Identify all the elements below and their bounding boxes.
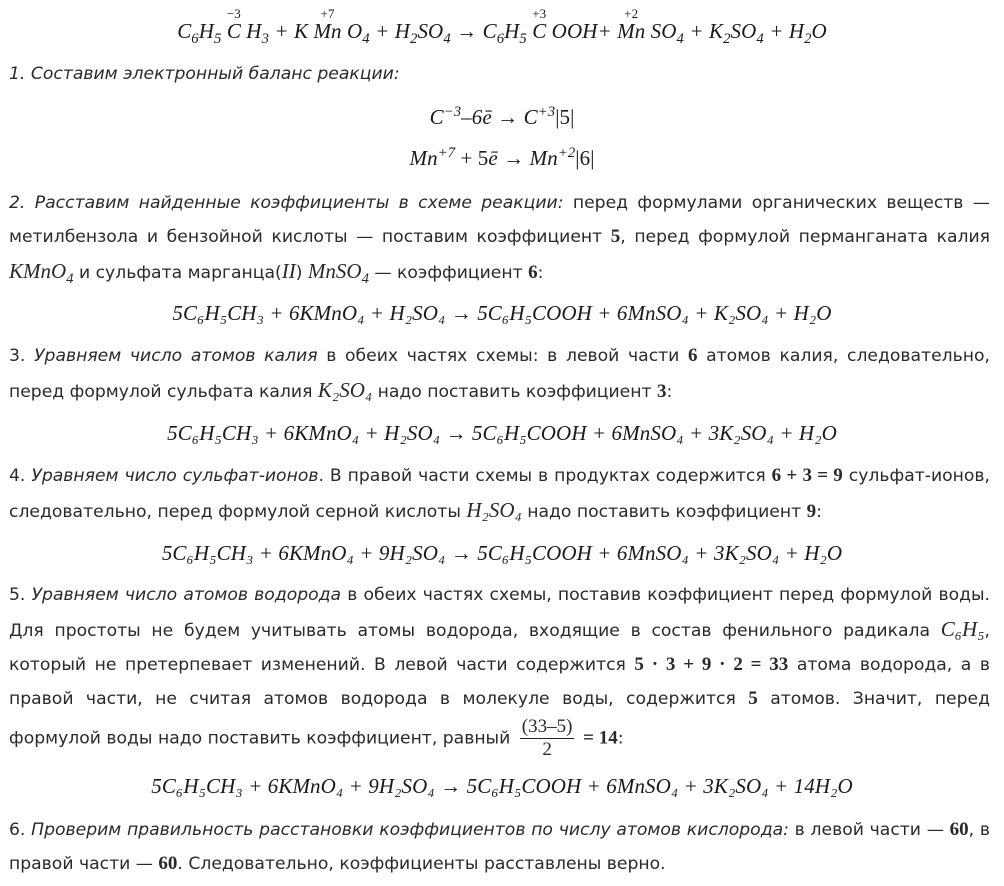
step-text: — коэффициент (368, 263, 529, 283)
step-text: надо поставить коэффициент (372, 382, 657, 402)
step-text: : (816, 502, 822, 522)
step-2-heading: 2. Расставим найденные коэффициенты в схеме реакции: (9, 193, 564, 213)
eq-text: ē (482, 105, 492, 129)
eq-text: –6 (461, 105, 483, 129)
equation-step-3 (0, 416, 1004, 450)
step-3-heading: Уравняем число атомов калия (34, 346, 318, 366)
formula-h2so4: H₂SO₄ (466, 498, 522, 522)
eq-text: + 5 (455, 146, 489, 170)
eq-sup: +3 (537, 104, 556, 120)
step-4 (9, 459, 990, 529)
equation-step-5 (0, 769, 1004, 803)
equation-text: 5C₆H₅CH₃ + 6KMnO₄ + 9H₂SO₄ → 5C₆H₅COOH + 6MnSO₄ + 3K₂SO₄ + H₂O (161, 541, 843, 565)
carbon2-oxidation-state: +3 C (532, 0, 546, 62)
coefficient: 6 (687, 345, 698, 366)
step-text: , перед формулой перманганата калия (620, 227, 990, 247)
fraction-result: = 14 (578, 727, 618, 749)
eq-sub: 4 (676, 31, 684, 48)
formula-sub: 4 (361, 271, 369, 288)
eq-text: OOH+ (546, 19, 618, 43)
main-reaction-equation (0, 0, 1004, 52)
step-text: в левой части — (788, 820, 950, 840)
equation-text: 5C₆H₅CH₃ + 6KMnO₄ + H₂SO₄ → 5C₆H₅COOH + 6MnSO₄ + K₂SO₄ + H₂O (172, 301, 832, 325)
eq-sup: +7 (437, 145, 456, 161)
step-number: 3. (9, 346, 35, 366)
formula-kmno4 (9, 259, 74, 288)
coefficient: 9 (806, 501, 817, 522)
step-text: в обеих частях схемы: в левой части (317, 346, 688, 366)
step-text: ) (295, 263, 308, 283)
roman-numeral: II (281, 259, 296, 283)
step-text: перед формулами органических веществ — метилбензола и бензойной кислоты — поставим коэффициент (9, 193, 990, 247)
manganese-oxidation-state: +7 Mn (313, 0, 341, 62)
carbon-oxidation-state: −3 C (227, 0, 241, 62)
step-2 (9, 186, 990, 290)
ox-label: +7 (320, 6, 335, 21)
sulfate-sum: 6 + 3 = 9 (771, 465, 843, 486)
step-1-text: 1. Составим электронный баланс реакции: (9, 64, 400, 84)
step-text: атомов калия, следовательно, перед формулой сульфата калия (9, 346, 990, 402)
ox-label: +3 (532, 6, 547, 21)
ox-label: −3 (226, 6, 241, 21)
fraction-numerator: (33–5) (521, 716, 573, 737)
manganese2-oxidation-state: +2 Mn (617, 0, 645, 62)
eq-sup: −3 (443, 104, 462, 120)
equation-text: 5C₆H₅CH₃ + 6KMnO₄ + H₂SO₄ → 5C₆H₅COOH + 6MnSO₄ + 3K₂SO₄ + H₂O (167, 421, 837, 445)
step-1 (9, 57, 990, 91)
step-number: 5. (9, 585, 32, 605)
eq-sub: 6 (496, 31, 505, 48)
equation-step-2 (0, 296, 1004, 330)
step-text: : (537, 263, 544, 283)
eq-sub: 4 (443, 31, 451, 48)
step-text: : (666, 382, 673, 402)
eq-sub: 2 (409, 31, 418, 48)
eq-text: O (811, 19, 827, 43)
coefficient: 5 (610, 226, 621, 247)
eq-text: H (198, 19, 215, 43)
oxygen-right: 60 (158, 853, 178, 874)
formula-c6h5: C₆H₅ (940, 617, 985, 641)
step-number: 6. (9, 820, 32, 840)
eq-sub: 6 (191, 31, 199, 48)
step-text: . Следовательно, коэффициенты расставлены верно. (177, 854, 666, 874)
eq-text: C (429, 105, 444, 129)
step-text: : (617, 728, 624, 749)
balance-line-manganese (0, 141, 1004, 175)
eq-text: + H (369, 19, 410, 43)
step-text: сульфат-ионов, следовательно, перед формулой серной кислоты (9, 466, 990, 522)
eq-sub: 4 (756, 31, 764, 48)
coefficient: 6 (528, 262, 538, 283)
eq-sub: 2 (804, 31, 812, 48)
eq-text: ē (488, 146, 498, 170)
coefficient: 3 (656, 381, 667, 402)
step-text: и сульфата марганца( (73, 263, 282, 283)
step-5 (9, 578, 990, 761)
formula-k2so4: K₂SO₄ (317, 378, 373, 402)
eq-text: + H (763, 19, 805, 43)
eq-text: SO (645, 19, 677, 43)
step-4-heading: Уравняем число сульфат-ионов (31, 466, 319, 486)
eq-text: SO (730, 19, 757, 43)
eq-sub: 4 (362, 31, 370, 48)
step-text: надо поставить коэффициент (521, 502, 807, 522)
eq-text: C (177, 19, 192, 43)
oxygen-left: 60 (949, 819, 969, 840)
formula-sub: 4 (66, 271, 74, 288)
eq-text: Mn (409, 146, 438, 170)
eq-text: → Mn (497, 146, 558, 170)
eq-sub: 2 (723, 31, 731, 48)
ox-label: +2 (624, 6, 639, 21)
equation-step-4 (0, 536, 1004, 570)
eq-sub: 3 (261, 31, 270, 48)
formula-text: MnSO (307, 259, 362, 283)
step-6 (9, 813, 990, 881)
eq-text: |6| (575, 146, 595, 170)
step-text: атомов. Значит, перед формулой воды надо поставить коэффициент, равный (9, 689, 991, 749)
formula-text: KMnO (9, 259, 67, 283)
eq-text: |5| (555, 105, 575, 129)
fraction-denominator: 2 (542, 739, 552, 760)
eq-text: → C (491, 105, 538, 129)
eq-sub: 5 (214, 31, 222, 48)
step-text: , который не претерпевает изменений. В левой части содержится (9, 621, 990, 675)
eq-text: + K (683, 19, 724, 43)
step-text: в обеих частях схемы, поставив коэффициент перед формулой воды. Для простоты не будем учитывать атомы водорода, входящие в состав фенильного радикала (9, 585, 991, 641)
step-5-heading: Уравняем число атомов водорода (31, 585, 342, 605)
equation-text: 5C₆H₅CH₃ + 6KMnO₄ + 9H₂SO₄ → 5C₆H₅COOH + 6MnSO₄ + 3K₂SO₄ + 14H₂O (151, 774, 853, 798)
eq-sup: +2 (557, 145, 576, 161)
eq-text: → C (450, 19, 497, 43)
eq-text: H (246, 19, 262, 43)
eq-text: SO (417, 19, 444, 43)
balance-line-carbon (0, 100, 1004, 134)
formula-mnso4 (307, 259, 369, 288)
eq-sub: 5 (519, 31, 527, 48)
fraction (520, 716, 575, 761)
eq-text: O (347, 19, 363, 43)
hydrogen-calc: 5 · 3 + 9 · 2 = 33 (634, 654, 789, 675)
step-text: атома водорода, а в правой части, не считая атомов водорода в молекуле воды, содержится (9, 655, 990, 709)
eq-text: H (504, 19, 520, 43)
eq-text: + K (269, 19, 314, 43)
step-text: . В правой части схемы в продуктах содержится (318, 466, 772, 486)
step-text: , в правой части — (9, 820, 990, 874)
step-number: 4. (9, 466, 32, 486)
step-3 (9, 339, 990, 409)
coefficient: 5 (748, 688, 758, 709)
step-6-heading: Проверим правильность расстановки коэффициентов по числу атомов кислорода: (31, 820, 789, 840)
